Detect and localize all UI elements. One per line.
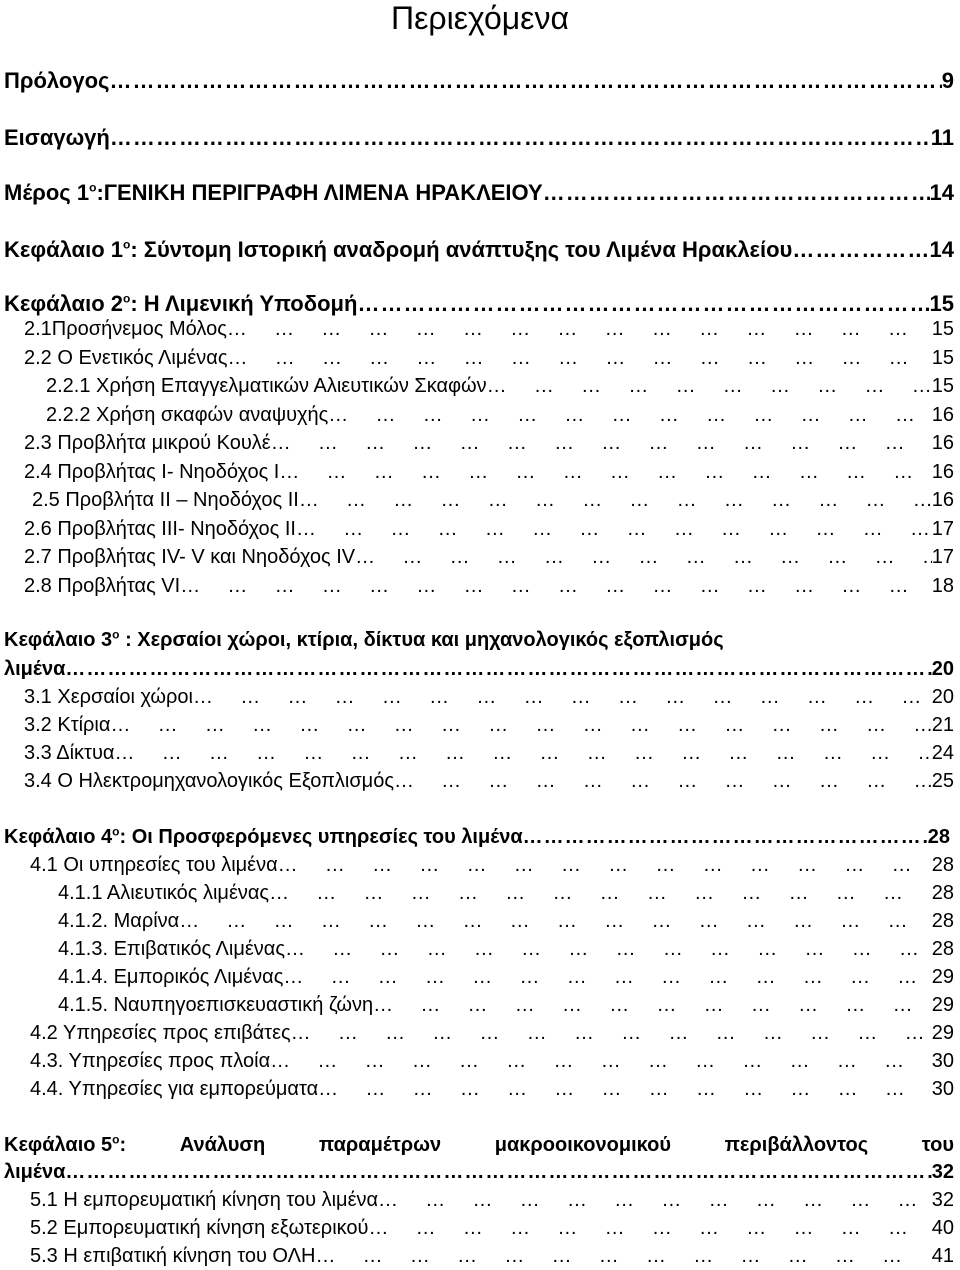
leader-dots [296,518,932,541]
toc-entry-5-1[interactable] [30,1189,954,1212]
leader-dots [378,1189,932,1212]
toc-label: 2.8 Προβλήτας VI [24,575,181,597]
toc-page: 29 [931,994,954,1016]
toc-label: 4.4. Υπηρεσίες για εμπορεύματα [30,1078,319,1100]
toc-page: 21 [931,714,954,736]
toc-entry-4-4[interactable] [30,1078,954,1101]
leader-dots [65,658,931,681]
toc-page: 29 [931,966,954,988]
toc-label: 4.1.5. Ναυπηγοεπισκευαστική ζώνη [58,994,374,1016]
toc-label: Μέρος $1^o:\Gamma ENIKH$ ΠΕΡΙΓΡΑΦΗ ΛΙΜΕΝΑ ΗΡΑΚΛΕΙΟΥ [4,180,543,205]
toc-label: λιμένα [4,1161,66,1183]
toc-entry-chapter-4[interactable] [4,826,950,849]
toc-label: Κεφάλαιο $4^o$: Οι Προσφερόμενες υπηρεσίες του λιμένα [4,824,523,848]
toc-label: 2.2.1 Χρήση Επαγγελματικών Αλιευτικών Σκαφών [46,375,487,397]
toc-page: 24 [931,742,954,764]
toc-page: 17 [931,518,954,540]
toc-entry-4-1-2[interactable] [58,910,954,933]
leader-dots [357,291,929,317]
toc-word: Κεφάλαιο $5^o$: [4,1132,127,1156]
toc-entry-2-2[interactable] [24,347,954,370]
leader-dots [328,404,931,427]
toc-label: 2.5 Προβλήτα ΙΙ – Νηοδόχος ΙΙ [32,489,299,511]
leader-dots [373,994,932,1017]
toc-label: 4.1.4. Εμπορικός Λιμένας [58,966,284,988]
toc-page: 30 [931,1050,954,1072]
leader-dots [315,1245,931,1268]
toc-entry-intro[interactable] [4,125,954,151]
toc-page: 29 [931,1022,954,1044]
leader-dots [299,489,932,512]
toc-label: Κεφάλαιο $3^o$ : Χερσαίοι χώροι, κτίρια, δίκτυα και μηχανολογικός εξοπλισμός [4,627,724,651]
leader-dots [193,686,932,709]
toc-entry-2-8[interactable] [24,575,954,598]
toc-label: 4.1.1 Αλιευτικός λιμένας [58,882,270,904]
toc-entry-2-2-1[interactable] [46,375,954,398]
leader-dots [269,882,932,905]
leader-dots [110,714,931,737]
leader-dots [285,938,932,961]
toc-label: 5.3 Η επιβατική κίνηση του ΟΛΗ [30,1245,316,1267]
toc-page: 15 [931,318,954,340]
leader-dots [368,1217,931,1240]
toc-label: 2.2.2 Χρήση σκαφών αναψυχής [46,404,329,426]
toc-entry-4-2[interactable] [30,1022,954,1045]
toc-entry-2-3[interactable] [24,432,954,455]
toc-label: 2.6 Προβλήτας ΙΙΙ- Νηοδόχος ΙΙ [24,518,296,540]
toc-word: παραμέτρων [318,1134,442,1156]
toc-label: 2.4 Προβλήτας Ι- Νηοδόχος Ι [24,461,280,483]
toc-label: 4.1.2. Μαρίνα [58,910,180,932]
toc-entry-2-2-2[interactable] [46,404,954,427]
toc-page: 20 [931,686,954,708]
toc-label: Εισαγωγή [4,125,110,150]
toc-page: 17 [931,546,954,568]
toc-entry-2-1[interactable] [24,318,954,341]
toc-page: 15 [931,347,954,369]
toc-label: 4.3. Υπηρεσίες προς πλοία [30,1050,271,1072]
leader-dots [270,1050,932,1073]
toc-word: περιβάλλοντος [724,1134,869,1156]
toc-page: 15 [931,375,954,397]
toc-page: 16 [931,432,954,454]
toc-page: 9 [941,68,954,93]
toc-page: 28 [931,938,954,960]
leader-dots [110,125,931,151]
leader-dots [283,966,931,989]
leader-dots [523,826,928,849]
toc-label: 2.1Προσήνεμος Μόλος [24,318,227,340]
toc-entry-4-1-4[interactable] [58,966,954,989]
toc-word: του [921,1134,954,1156]
toc-page: 30 [931,1078,954,1100]
toc-entry-chapter-5-line2[interactable] [4,1161,954,1184]
toc-page: 16 [931,489,954,511]
toc-page: 14 [929,237,954,262]
toc-label: 5.2 Εμπορευματική κίνηση εξωτερικού [30,1217,369,1239]
toc-entry-2-7[interactable] [24,546,954,569]
toc-entry-chapter-1[interactable] [4,237,954,263]
toc-page: 16 [931,461,954,483]
toc-page: 32 [931,1189,954,1211]
toc-entry-4-1-5[interactable] [58,994,954,1017]
toc-label: 3.1 Χερσαίοι χώροι [24,686,193,708]
leader-dots [543,180,930,206]
leader-dots [179,910,932,933]
toc-entry-prologue[interactable] [4,68,954,94]
leader-dots [271,432,932,455]
toc-label: 3.4 Ο Ηλεκτρομηχανολογικός Εξοπλισμός [24,770,394,792]
toc-page: 20 [931,658,954,680]
leader-dots [291,1022,932,1045]
leader-dots [355,546,932,569]
toc-entry-2-4[interactable] [24,461,954,484]
toc-label: 5.1 Η εμπορευματική κίνηση του λιμένα [30,1189,379,1211]
toc-entry-3-4[interactable] [24,770,954,793]
toc-entry-2-5[interactable] [32,489,954,512]
toc-entry-3-3[interactable] [24,742,954,765]
toc-page: 25 [931,770,954,792]
page-title: Περιεχόμενα [391,0,569,36]
toc-page: 41 [931,1245,954,1267]
leader-dots [394,770,932,793]
toc-page: 40 [931,1217,954,1239]
toc-label: 4.1.3. Επιβατικός Λιμένας [58,938,286,960]
leader-dots [279,461,931,484]
toc-entry-4-1[interactable] [30,854,954,877]
toc-label: Κεφάλαιο $1^o$: Σύντομη Ιστορική αναδρομή ανάπτυξης του Λιμένα Ηρακλείου [4,237,793,262]
toc-page: 28 [931,910,954,932]
leader-dots [792,237,929,263]
toc-entry-5-3[interactable] [30,1245,954,1268]
leader-dots [318,1078,932,1101]
toc-entry-4-3[interactable] [30,1050,954,1073]
toc-label: 2.2 Ο Ενετικός Λιμένας [24,347,228,369]
toc-label: 4.1 Οι υπηρεσίες του λιμένα [30,854,278,876]
toc-label: 4.2 Υπηρεσίες προς επιβάτες [30,1022,291,1044]
toc-entry-part1[interactable] [4,180,954,206]
leader-dots [278,854,932,877]
leader-dots [114,742,931,765]
toc-entry-chapter-2[interactable] [4,291,954,317]
toc-word: μακροοικονομικού [494,1134,671,1156]
toc-entry-3-2[interactable] [24,714,954,737]
toc-entry-chapter-3-line2[interactable] [4,658,954,681]
toc-label: 3.2 Κτίρια [24,714,111,736]
toc-page: 11 [930,125,954,150]
toc-label: Κεφάλαιο $2^o$: Η Λιμενική Υποδομή [4,291,358,316]
toc-entry-chapter-3-line1[interactable] [4,629,954,652]
leader-dots [109,68,941,94]
leader-dots [487,375,932,398]
leader-dots [65,1161,931,1184]
toc-label: λιμένα [4,658,66,680]
leader-dots [180,575,932,598]
toc-page: 28 [931,882,954,904]
leader-dots [227,318,932,341]
toc-page: 18 [931,575,954,597]
leader-dots [228,347,932,370]
toc-page: 16 [931,404,954,426]
toc-page: 15 [929,291,954,316]
toc-entry-3-1[interactable] [24,686,954,709]
toc-label: 2.7 Προβλήτας ΙV- V και Νηοδόχος ΙV [24,546,356,568]
toc-entry-4-1-3[interactable] [58,938,954,961]
toc-word: Ανάλυση [179,1134,266,1156]
toc-label: 3.3 Δίκτυα [24,742,115,764]
toc-entry-chapter-5-line1[interactable] [4,1134,954,1157]
toc-page: 32 [931,1161,954,1183]
toc-entry-5-2[interactable] [30,1217,954,1240]
toc-page: 28 [931,854,954,876]
toc-label: Πρόλογος [4,68,110,93]
toc-label: 2.3 Προβλήτα μικρού Κουλέ [24,432,271,454]
toc-entry-2-6[interactable] [24,518,954,541]
toc-page: 14 [929,180,954,205]
toc-page: 28 [927,826,950,848]
toc-entry-4-1-1[interactable] [58,882,954,905]
